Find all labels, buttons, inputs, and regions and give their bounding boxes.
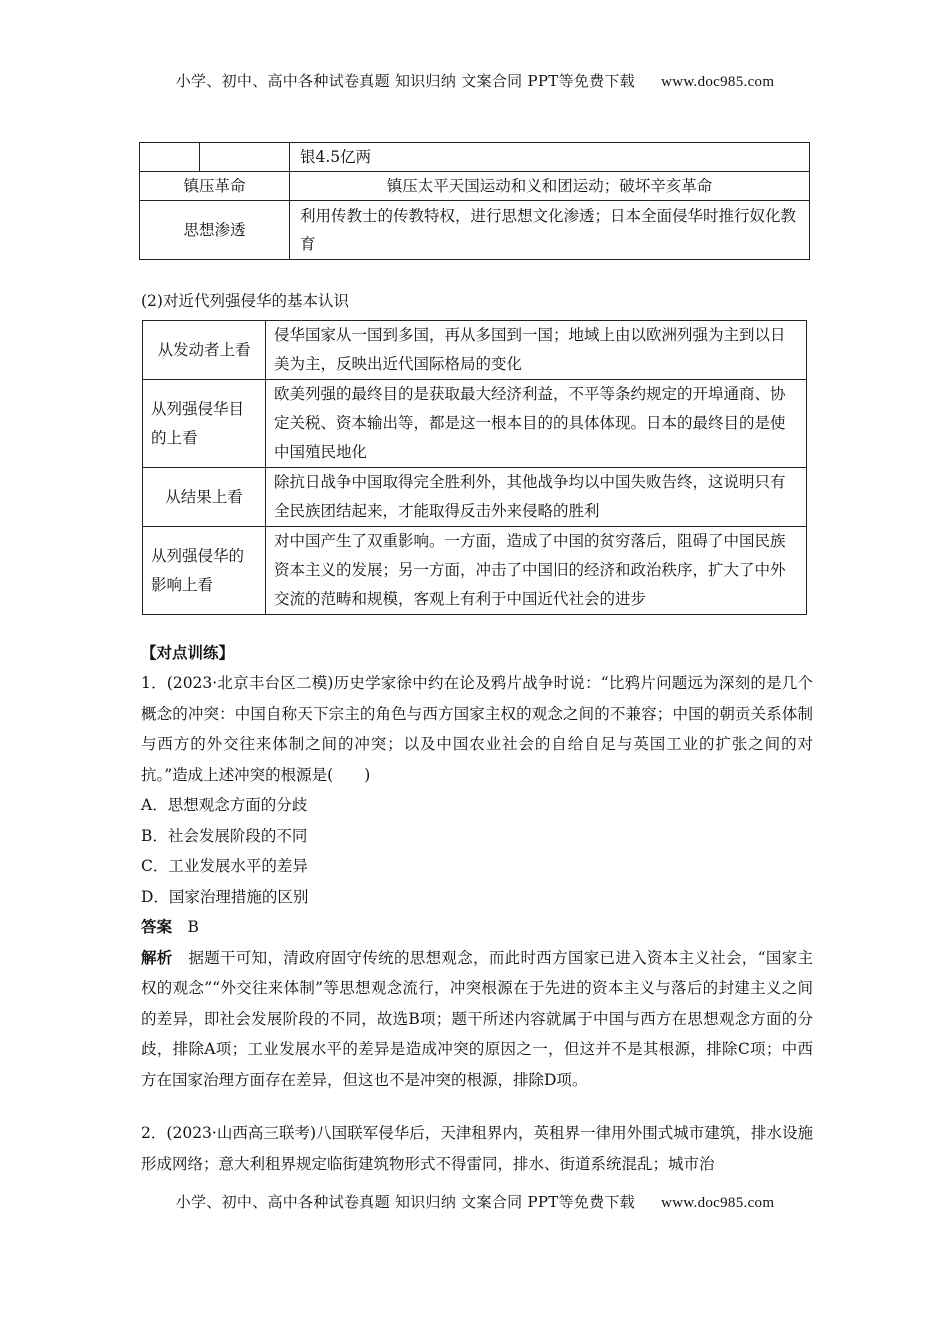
page-header	[0, 70, 950, 91]
table-invasion-means	[139, 142, 810, 260]
practice-title: 【对点训练】	[141, 643, 235, 662]
table-cell: 欧美列强的最终目的是获取最大经济利益，不平等条约规定的开埠通商、协定关税、资本输出等，都是这一根本目的的具体体现。日本的最终目的是使中国殖民地化	[266, 380, 807, 468]
page-footer	[0, 1191, 950, 1212]
table-label: 从列强侵华的影响上看	[143, 527, 266, 615]
footer-text: 小学、初中、高中各种试卷真题 知识归纳 文案合同 PPT等免费下载	[175, 1193, 636, 1211]
header-site[interactable]: www.doc985.com	[661, 74, 775, 90]
table-row	[140, 172, 810, 201]
option-b: B．社会发展阶段的不同	[141, 826, 308, 845]
answer-label: 答案	[141, 917, 173, 936]
table-row	[143, 468, 807, 527]
question-1-stem: 1．(2023·北京丰台区二模)历史学家徐中约在论及鸦片战争时说：“比鸦片问题远为深刻的是几个概念的冲突：中国自称天下宗主的角色与西方国家主权的观念之间的不兼容；中国的朝贡关系体制与西方的外交往来体制之间的冲突；以及中国农业社会的自给自足与英国工业的扩张之间的对抗。”造成上述冲突的根源是( )	[141, 674, 813, 784]
option-a: A．思想观念方面的分歧	[141, 796, 308, 814]
answer-value: B	[187, 918, 199, 936]
table-row	[143, 527, 807, 615]
table-cell-empty	[200, 143, 290, 172]
analysis-label: 解析	[141, 947, 173, 967]
table-row	[140, 201, 810, 260]
section-title: (2)对近代列强侵华的基本认识	[141, 292, 349, 310]
table-cell: 镇压太平天国运动和义和团运动；破坏辛亥革命	[290, 172, 810, 201]
table-label: 思想渗透	[140, 201, 290, 260]
table-cell: 银4.5亿两	[290, 143, 810, 172]
header-text: 小学、初中、高中各种试卷真题 知识归纳 文案合同 PPT等免费下载	[175, 72, 636, 90]
question-1	[141, 668, 813, 1095]
question-2-stem: 2．(2023·山西高三联考)八国联军侵华后，天津租界内，英租界一律用外围式城市建筑，排水设施形成网络；意大利租界规定临街建筑物形式不得雷同，排水、街道系统混乱；城市治	[141, 1124, 813, 1173]
table-label: 从发动者上看	[143, 321, 266, 380]
table-label: 从结果上看	[143, 468, 266, 527]
table-cell-empty	[140, 143, 200, 172]
analysis-text: 据题干可知，清政府固守传统的思想观念，而此时西方国家已进入资本主义社会，“国家主权的观念”“外交往来体制”等思想观念流行，冲突根源在于先进的资本主义与落后的封建主义之间的差异，即社会发展阶段的不同，故选B项；题干所述内容就属于中国与西方在思想观念方面的分歧，排除A项；工业发展水平的差异是造成冲突的原因之一，但这并不是其根源，排除C项；中西方在国家治理方面存在差异，但这也不是冲突的根源，排除D项。	[141, 948, 813, 1089]
table-cell: 除抗日战争中国取得完全胜利外，其他战争均以中国失败告终，这说明只有全民族团结起来，才能取得反击外来侵略的胜利	[266, 468, 807, 527]
table-cell: 利用传教士的传教特权，进行思想文化渗透；日本全面侵华时推行奴化教育	[290, 201, 810, 260]
table-row	[143, 321, 807, 380]
question-2	[141, 1118, 813, 1179]
table-row	[143, 380, 807, 468]
footer-site[interactable]: www.doc985.com	[661, 1195, 775, 1211]
option-d: D．国家治理措施的区别	[141, 887, 309, 906]
table-row	[140, 143, 810, 172]
table-label: 从列强侵华目的上看	[143, 380, 266, 468]
table-cell: 对中国产生了双重影响。一方面，造成了中国的贫穷落后，阻碍了中国民族资本主义的发展；另一方面，冲击了中国旧的经济和政治秩序，扩大了中外交流的范畴和规模，客观上有利于中国近代社会的进步	[266, 527, 807, 615]
table-label: 镇压革命	[140, 172, 290, 201]
table-basic-understanding	[142, 320, 807, 615]
analysis-line	[141, 943, 813, 1096]
answer-line	[141, 912, 813, 943]
option-c: C．工业发展水平的差异	[141, 857, 308, 875]
table-cell: 侵华国家从一国到多国，再从多国到一国；地域上由以欧洲列强为主到以日美为主，反映出近代国际格局的变化	[266, 321, 807, 380]
